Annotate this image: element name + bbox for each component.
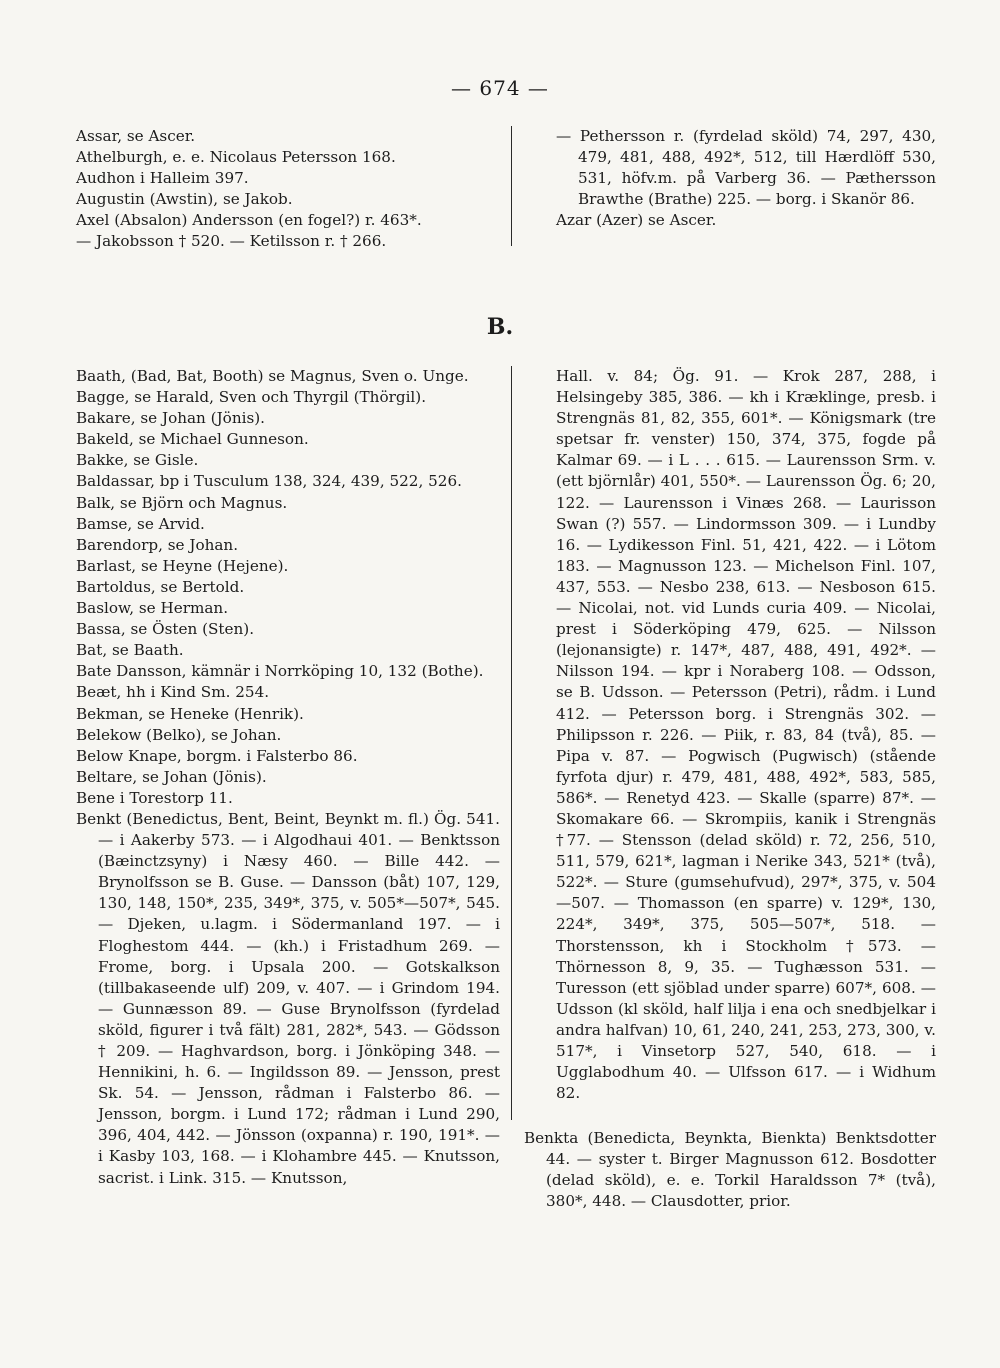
entries-a-left [76, 126, 500, 253]
entry: Bakeld, se Michael Gunneson. [76, 430, 309, 449]
entry: Bene i Torestorp 11. [76, 788, 233, 807]
entry: Baslow, se Herman. [76, 599, 229, 618]
entry: Bat, se Baath. [76, 641, 184, 660]
entry: Azar (Azer) se Ascer. [556, 211, 717, 230]
entry: Barlast, se Heyne (Hejene). [76, 556, 289, 575]
entry: Bate Dansson, kämnär i Norrköping 10, 132 (Bothe). [76, 662, 484, 681]
entry: Bekman, se Heneke (Henrik). [76, 704, 304, 723]
entry: Bakare, se Johan (Jönis). [76, 409, 266, 428]
entry: Baldassar, bp i Tusculum 138, 324, 439, 522, 526. [76, 472, 462, 491]
entry: Beæt, hh i Kind Sm. 254. [76, 683, 270, 702]
entry: Athelburgh, e. e. Nicolaus Petersson 168. [76, 148, 396, 167]
entry: Bartoldus, se Bertold. [76, 577, 245, 596]
column-divider [511, 366, 512, 1120]
entry: Bassa, se Östen (Sten). [76, 620, 255, 639]
entry: Bakke, se Gisle. [76, 451, 199, 470]
entry: Axel (Absalon) Andersson (en fogel?) r. 463*. [76, 211, 422, 230]
section-letter: B. [486, 314, 514, 340]
entries-a-right [556, 126, 936, 231]
entry: Belekow (Belko), se Johan. [76, 725, 282, 744]
entry: Bagge, se Harald, Sven och Thyrgil (Thörgil). [76, 388, 427, 407]
page-number: — 674 — [451, 76, 549, 100]
entries-b-right [556, 366, 936, 1104]
entry: — Jakobsson † 520. — Ketilsson r. † 266. [76, 232, 387, 251]
entry: Beltare, se Johan (Jönis). [76, 767, 267, 786]
entry: — Pethersson r. (fyrdelad sköld) 74, 297, 430, 479, 481, 488, 492*, 512, till Hærdlöff 530, 531, höfv.m. på Varberg 36. — Pæthersson Brawthe (Brathe) 225. — borg. i Skanör 86. [556, 127, 936, 209]
entry: Augustin (Awstin), se Jakob. [76, 190, 293, 209]
entry: Baath, (Bad, Bat, Booth) se Magnus, Sven o. Unge. [76, 367, 469, 385]
column-divider [511, 126, 512, 246]
entry-continuation: Hall. v. 84; Ög. 91. — Krok 287, 288, i Helsingeby 385, 386. — kh i Kræklinge, presb. i Strengnäs 81, 82, 355, 601*. — Königsmark (tre spetsar fr. venster) 150, 374, 375, fogde på Kalmar 69. — i L . . . 615. — Laurensson Srm. v. (ett björnlår) 401, 550*. — Laurensson Ög. 6; 20, 122. — Laurensson i Vinæs 268. — Laurisson Swan (?) 557. — Lindormsson 309. — i Lundby 16. — Lydikesson Finl. 51, 421, 422. — i Lötom 183. — Magnusson 123. — Michelson Finl. 107, 437, 553. — Nesbo 238, 613. — Nesboson 615. — Nicolai, not. vid Lunds curia 409. — Nicolai, prest i Söderköping 479, 625. — Nilsson (lejonansigte) r. 147*, 487, 488, 491, 492*. — Nilsson 194. — kpr i Noraberg 108. — Odsson, se B. Udsson. — Petersson (Petri), rådm. i Lund 412. — Petersson borg. i Strengnäs 302. — Philipsson r. 226. — Piik, r. 83, 84 (två), 85. — Pipa v. 87. — Pogwisch (Pugwisch) (stående fyrfota djur) r. 479, 481, 488, 492*, 583, 585, 586*. — Renetyd 423. — Skalle (sparre) 87*. — Skomakare 66. — Skrompiis, kanik i Strengnäs †77. — Stensson (delad sköld) r. 72, 256, 510, 511, 579, 621*, lagman i Nerike 343, 521* (två), 522*. — Sture (gumsehufvud), 297*, 375, v. 504—507. — Thomasson (en sparre) v. 129*, 130, 224*, 349*, 375, 505—507*, 518. — Thorstensson, kh i Stockholm †573. — Thörnesson 8, 9, 35. — Tughæsson 531. — Turesson (ett sjöblad under sparre) 607*, 608. — Udsson (kl sköld, half lilja i ena och snedbjelkar i andra halfvan) 10, 61, 240, 241, 253, 273, 300, v. 517*, i Vinsetorp 527, 540, 618. — i Ugglabodhum 40. — Ulfsson 617. — i Widhum 82. [556, 367, 936, 1103]
entry: Balk, se Björn och Magnus. [76, 493, 288, 512]
entry: Barendorp, se Johan. [76, 535, 239, 554]
entry: Audhon i Halleim 397. [76, 169, 249, 188]
entry: Below Knape, borgm. i Falsterbo 86. [76, 746, 358, 765]
entries-b-left [76, 366, 500, 1189]
entry: Benkt (Benedictus, Bent, Beint, Beynkt m. fl.) Ög. 541. — i Aakerby 573. — i Algodhaui 401. — Benktsson (Bæinctzsyny) i Næsy 460. — Bille 442. — Brynolfsson se B. Guse. — Dansson (båt) 107, 129, 130, 148, 150*, 235, 349*, 375, v. 505*—507*, 545. — Djeken, u.lagm. i Södermanland 197. — i Floghestom 444. — (kh.) i Fristadhum 269. — Frome, borg. i Upsala 200. — Gotskalkson (tillbakaseende ulf) 209, v. 407. — i Grindom 194. — Gunnæsson 89. — Guse Brynolfsson (fyrdelad sköld, figurer i två fält) 281, 282*, 543. — Gödsson † 209. — Haghvardson, borg. i Jönköping 348. — Hennikini, h. 6. — Ingildsson 89. — Jensson, prest Sk. 54. — Jensson, rådman i Falsterbo 86. — Jensson, borgm. i Lund 172; rådman i Lund 290, 396, 404, 442. — Jönsson (oxpanna) r. 190, 191*. — i Kasby 103, 168. — i Klohambre 445. — Knutsson, sacrist. i Link. 315. — Knutsson, [76, 809, 500, 1187]
entry: Bamse, se Arvid. [76, 514, 205, 533]
entry: Benkta (Benedicta, Beynkta, Bienkta) Benktsdotter 44. — syster t. Birger Magnusson 612. Bosdotter (delad sköld), e. e. Torkil Haraldsson 7* (två), 380*, 448. — Clausdotter, prior. [524, 1129, 936, 1211]
entry: Assar, se Ascer. [76, 127, 196, 145]
entries-b-right-continued [524, 1128, 936, 1212]
